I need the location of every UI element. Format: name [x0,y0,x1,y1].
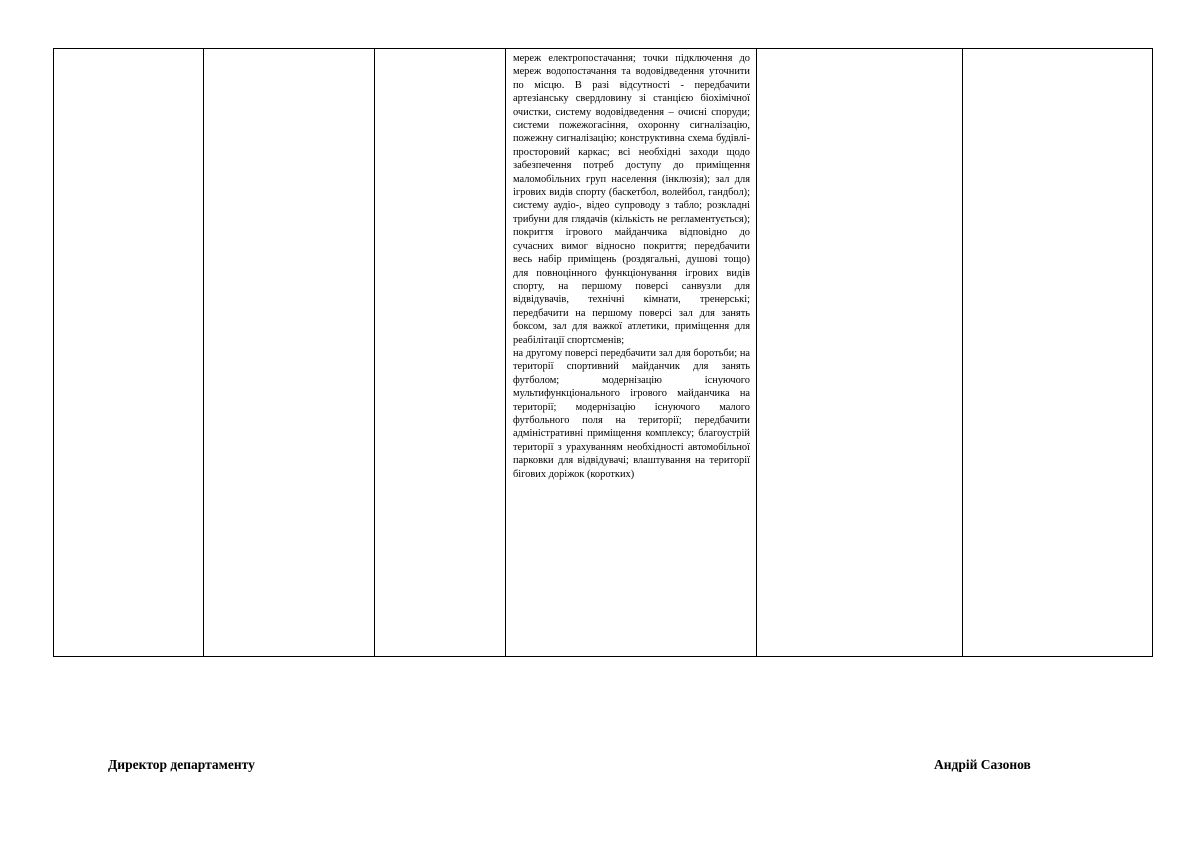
description-paragraph-2: на другому поверсі передбачити зал для боротьби; на території спортивний майданчик для занять футболом; модернізацію існуючого мультифункціонального ігрового майданчика на території; модернізацію існуючого малого футбольного поля на території; передбачити адміністративні приміщення комплексу; благоустрій території з урахуванням необхідності автомобільної парковки для відвідувачі; влаштування на території бігових доріжок (коротких) [513,347,750,480]
table-cell-col2 [204,49,375,657]
table-cell-col5 [757,49,963,657]
table-row [54,49,1153,657]
requirements-table [53,48,1153,657]
table-cell-col3 [375,49,506,657]
table-cell-description [506,49,757,657]
table-cell-col1 [54,49,204,657]
table-cell-col6 [963,49,1153,657]
signatory-position: Директор департаменту [108,757,255,772]
description-paragraph-1: мереж електропостачання; точки підключення до мереж водопостачання та водовідведення уточнити по місцю. В разі відсутності - передбачити артезіанську свердловину зі станцією біохімічної очистки, систему водовідведення – очисні споруди; системи пожежогасіння, охоронну сигналізацію, пожежну сигналізацію; конструктивна схема будівлі-просторовий каркас; всі необхідні заходи щодо забезпечення потреб доступу до приміщення маломобільних груп населення (інклюзія); зал для ігрових видів спорту (баскетбол, волейбол, гандбол); систему аудіо-, відео супроводу з табло; розкладні трибуни для глядачів (кількість не регламентується); покриття ігрового майданчика відповідно до сучасних вимог відносно покриття; передбачити весь набір приміщень (роздягальні, душові тощо) для повноцінного функціонування ігрових видів спорту, на першому поверсі санвузли для відвідувачів, технічні кімнати, тренерські; передбачити на першому поверсі зал для занять боксом, зал для важкої атлетики, приміщення для реабілітації спортсменів; [513,53,750,346]
signatory-name: Андрій Сазонов [934,757,1031,772]
